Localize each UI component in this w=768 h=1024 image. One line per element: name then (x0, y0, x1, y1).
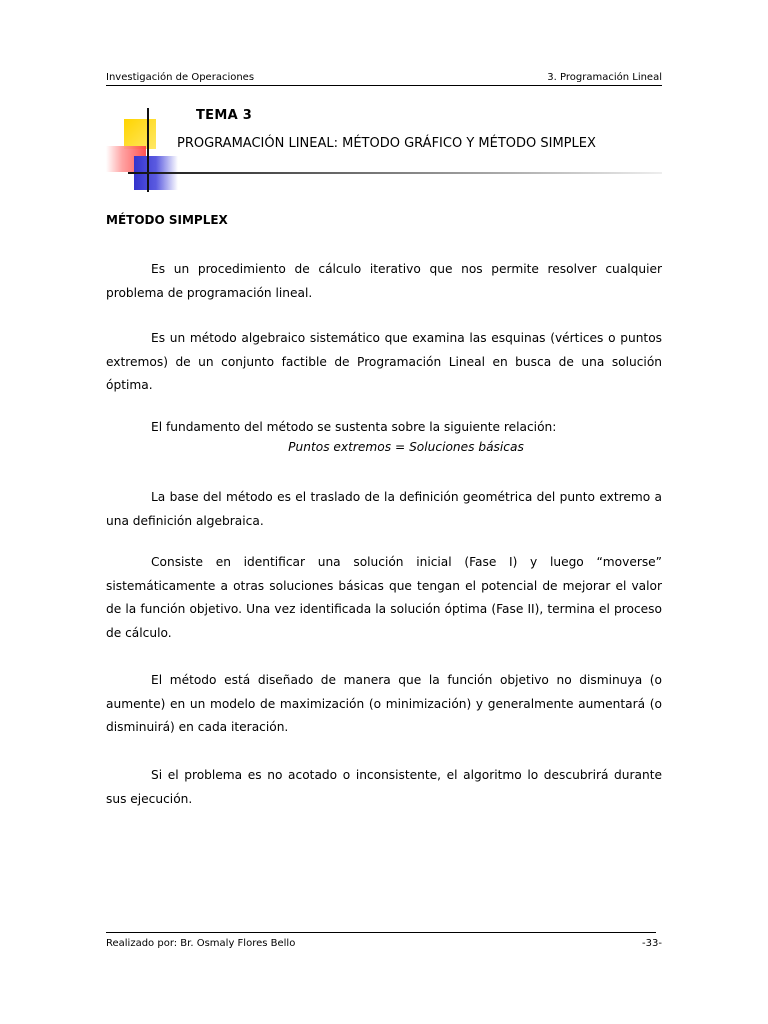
logo-horizontal-line (128, 172, 662, 174)
section-heading: MÉTODO SIMPLEX (106, 213, 228, 227)
paragraph-5: Consiste en identificar una solución inicial (Fase I) y luego “moverse” sistemáticamente a otras soluciones básicas que tengan el potencial de mejorar el valor de la función objetivo. Una vez identificada la solución óptima (Fase II), termina el proceso de cálculo. (106, 555, 662, 640)
header-course-title: Investigación de Operaciones (106, 72, 255, 83)
paragraph-4: La base del método es el traslado de la definición geométrica del punto extremo a una definición algebraica. (106, 490, 662, 528)
page-header (106, 71, 662, 86)
logo-vertical-line (147, 108, 149, 192)
chapter-title: PROGRAMACIÓN LINEAL: MÉTODO GRÁFICO Y MÉTODO SIMPLEX (177, 136, 596, 151)
paragraph-2: Es un método algebraico sistemático que examina las esquinas (vértices o puntos extremos) de un conjunto factible de Programación Lineal en busca de una solución óptima. (106, 331, 662, 392)
chapter-logo-decoration (106, 108, 666, 194)
footer-divider (106, 932, 656, 933)
header-chapter-title: 3. Programación Lineal (547, 72, 662, 83)
formula-relation: Puntos extremos = Soluciones básicas (288, 440, 524, 454)
paragraph-7: Si el problema es no acotado o inconsistente, el algoritmo lo descubrirá durante sus ejecución. (106, 768, 662, 806)
footer-page-number: -33- (642, 938, 662, 949)
footer-author: Realizado por: Br. Osmaly Flores Bello (106, 938, 296, 949)
logo-yellow-square (124, 119, 156, 149)
paragraph-3: El fundamento del método se sustenta sobre la siguiente relación: (151, 420, 557, 434)
paragraph-1: Es un procedimiento de cálculo iterativo que nos permite resolver cualquier problema de programación lineal. (106, 262, 662, 300)
paragraph-6: El método está diseñado de manera que la función objetivo no disminuya (o aumente) en un modelo de maximización (o minimización) y generalmente aumentará (o disminuirá) en cada iteración. (106, 673, 662, 734)
chapter-number: TEMA 3 (196, 108, 253, 123)
